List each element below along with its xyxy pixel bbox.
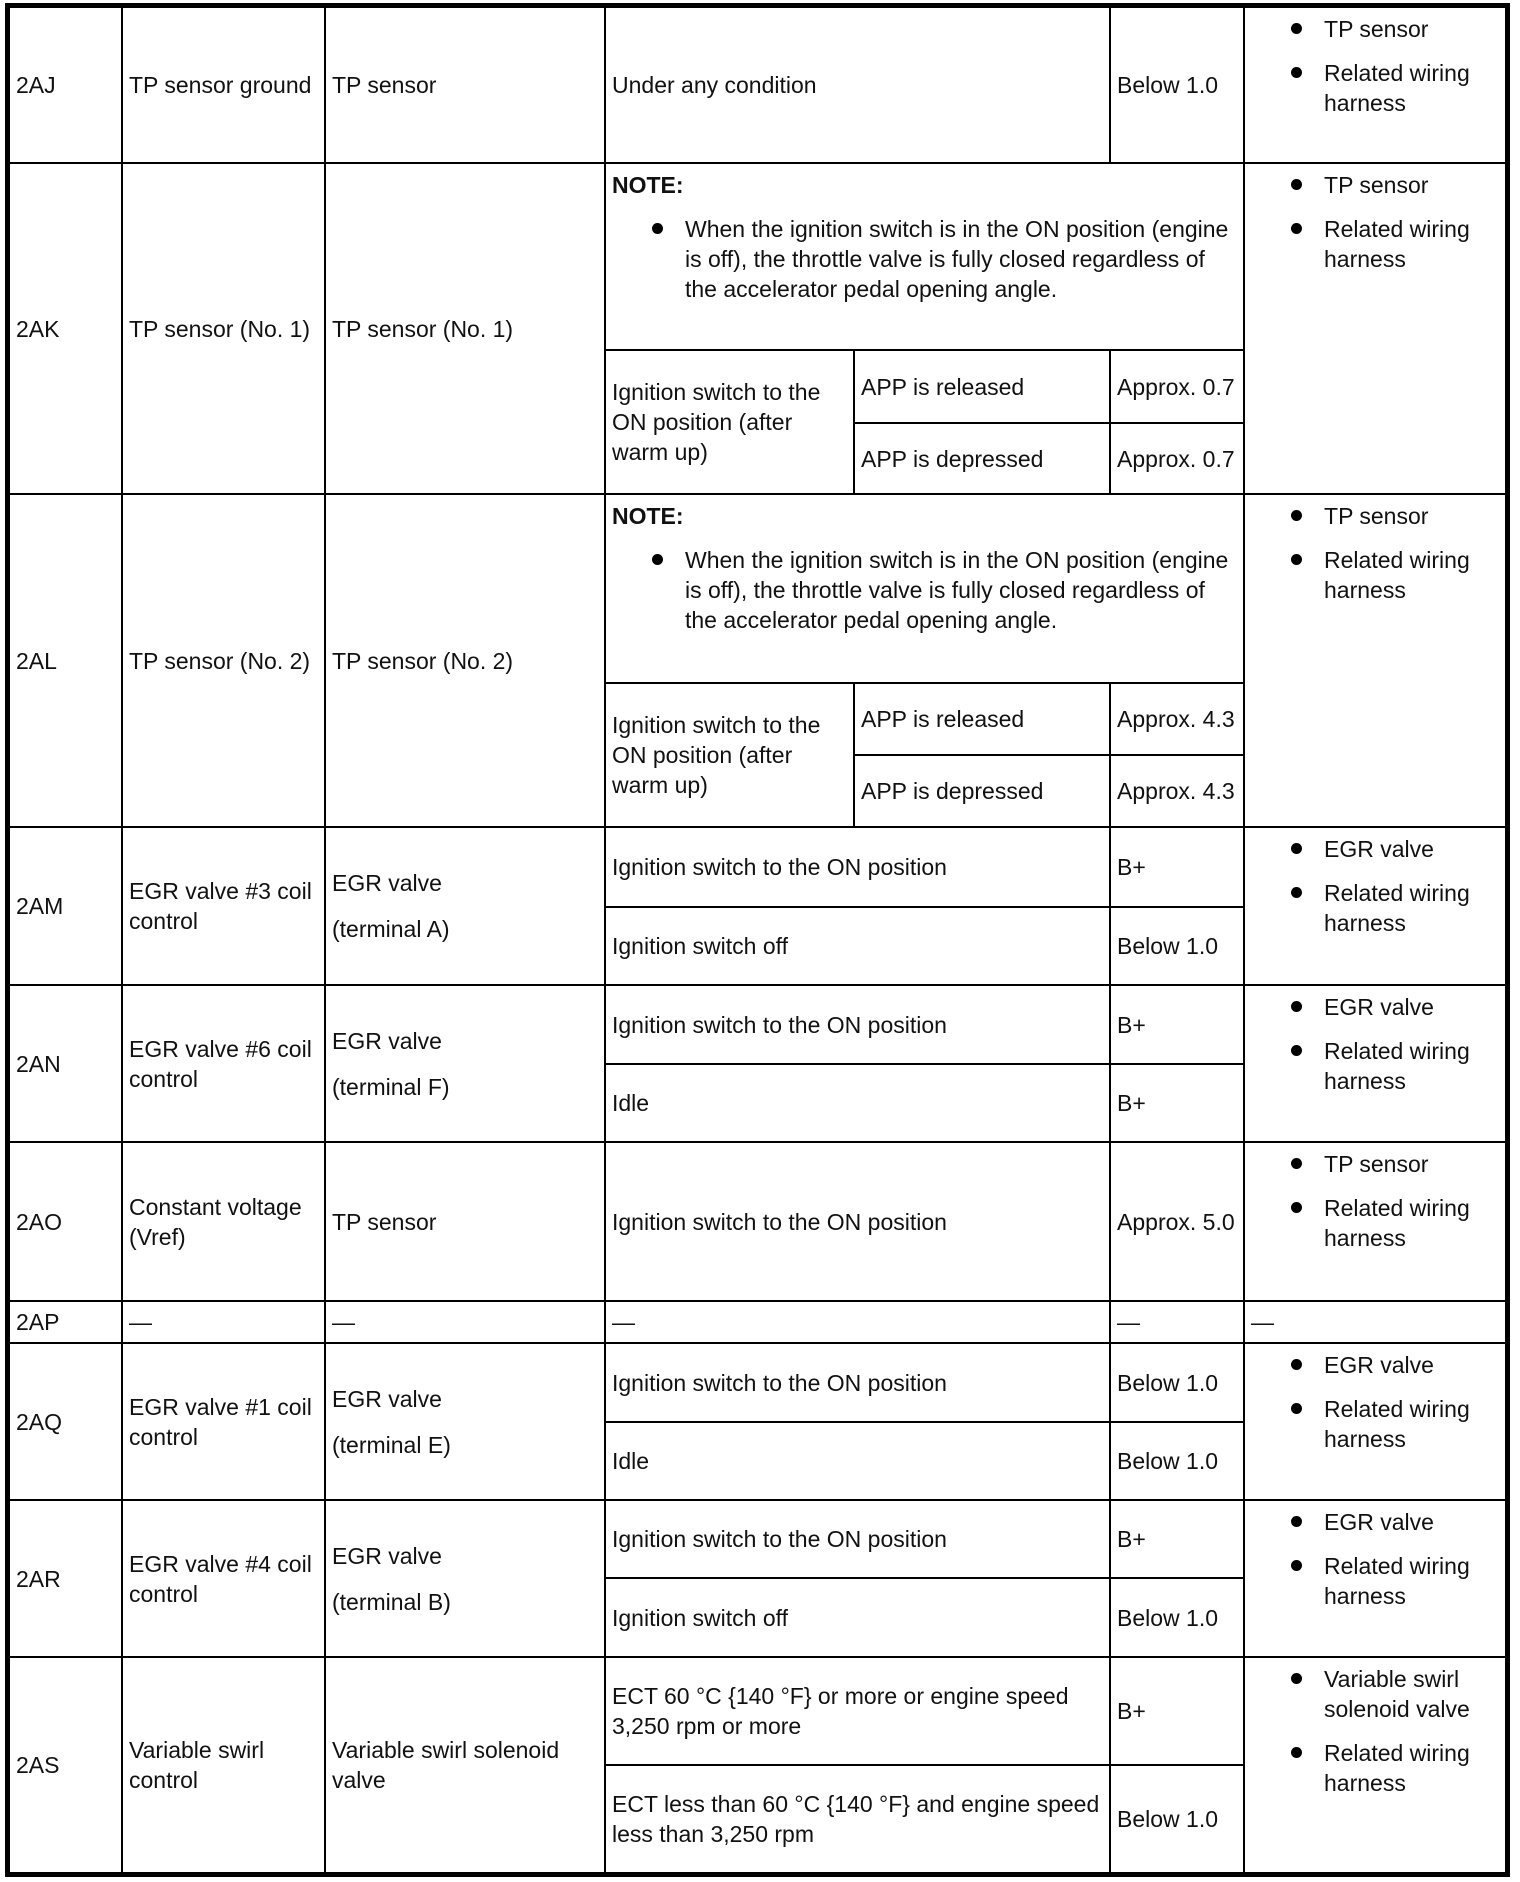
signal-name: TP sensor (No. 2) bbox=[122, 494, 325, 827]
bullet-icon bbox=[1291, 1202, 1302, 1213]
table-row bbox=[9, 827, 1506, 907]
inspection-items bbox=[1244, 1343, 1506, 1500]
inspection-items: — bbox=[1244, 1301, 1506, 1343]
terminal-id: 2AQ bbox=[9, 1343, 122, 1500]
inspection-item bbox=[1291, 1507, 1499, 1537]
connected-to bbox=[325, 1657, 605, 1873]
voltage: B+ bbox=[1110, 827, 1244, 907]
condition: Ignition switch off bbox=[605, 907, 1110, 985]
connected-to-label: TP sensor bbox=[332, 1208, 437, 1235]
voltage: B+ bbox=[1110, 1064, 1244, 1142]
inspection-text: Related wiring harness bbox=[1324, 1396, 1470, 1452]
inspection-item bbox=[1291, 1350, 1499, 1380]
terminal-id: 2AR bbox=[9, 1500, 122, 1657]
condition: Ignition switch to the ON position bbox=[605, 1142, 1110, 1301]
connected-to-label: Variable swirl solenoid valve bbox=[332, 1737, 560, 1793]
terminal-id: 2AJ bbox=[9, 7, 122, 163]
inspection-item bbox=[1291, 58, 1499, 118]
condition: APP is released bbox=[854, 350, 1110, 423]
note-text: When the ignition switch is in the ON position (engine is off), the throttle valve is fully closed regardless of the accelerator pedal opening angle. bbox=[685, 547, 1229, 633]
voltage: Below 1.0 bbox=[1110, 1422, 1244, 1500]
terminal-id: 2AN bbox=[9, 985, 122, 1142]
terminal-id: 2AL bbox=[9, 494, 122, 827]
voltage: Approx. 4.3 bbox=[1110, 755, 1244, 827]
inspection-text: TP sensor bbox=[1324, 503, 1429, 529]
inspection-text: TP sensor bbox=[1324, 16, 1429, 42]
condition: APP is depressed bbox=[854, 755, 1110, 827]
inspection-items bbox=[1244, 827, 1506, 985]
inspection-item bbox=[1291, 1551, 1499, 1611]
connected-to-label: TP sensor bbox=[332, 72, 437, 98]
inspection-text: Related wiring harness bbox=[1324, 1740, 1470, 1796]
voltage: — bbox=[1110, 1301, 1244, 1343]
condition: Ignition switch to the ON position bbox=[605, 827, 1110, 907]
terminal-label: (terminal E) bbox=[332, 1431, 451, 1458]
signal-name: EGR valve #6 coil control bbox=[122, 985, 325, 1142]
bullet-icon bbox=[652, 554, 663, 565]
voltage: B+ bbox=[1110, 1657, 1244, 1765]
voltage: B+ bbox=[1110, 985, 1244, 1064]
inspection-items bbox=[1244, 7, 1506, 163]
condition: — bbox=[605, 1301, 1110, 1343]
condition: Idle bbox=[605, 1422, 1110, 1500]
bullet-icon bbox=[1291, 23, 1302, 34]
bullet-icon bbox=[1291, 1560, 1302, 1571]
voltage: Below 1.0 bbox=[1110, 1578, 1244, 1657]
signal-name: EGR valve #4 coil control bbox=[122, 1500, 325, 1657]
signal-name: Constant voltage (Vref) bbox=[122, 1142, 325, 1301]
inspection-item bbox=[1291, 501, 1499, 531]
table-row bbox=[9, 1142, 1506, 1301]
bullet-icon bbox=[1291, 1045, 1302, 1056]
voltage: Below 1.0 bbox=[1110, 1765, 1244, 1873]
inspection-item bbox=[1291, 992, 1499, 1022]
inspection-item bbox=[1291, 1036, 1499, 1096]
signal-name: TP sensor (No. 1) bbox=[122, 163, 325, 494]
bullet-icon bbox=[1291, 179, 1302, 190]
note-text: When the ignition switch is in the ON position (engine is off), the throttle valve is fully closed regardless of the accelerator pedal opening angle. bbox=[685, 216, 1229, 302]
connected-to bbox=[325, 1343, 605, 1500]
note-title: NOTE: bbox=[612, 172, 684, 198]
inspection-text: EGR valve bbox=[1324, 836, 1434, 862]
note-cell bbox=[605, 163, 1244, 350]
bullet-icon bbox=[1291, 67, 1302, 78]
condition: Under any condition bbox=[605, 7, 1110, 163]
condition: Ignition switch off bbox=[605, 1578, 1110, 1657]
terminal-voltage-table bbox=[8, 6, 1507, 1874]
signal-name: TP sensor ground bbox=[122, 7, 325, 163]
connected-to bbox=[325, 827, 605, 985]
condition: APP is depressed bbox=[854, 423, 1110, 494]
table-row bbox=[9, 1657, 1506, 1765]
bullet-icon bbox=[652, 223, 663, 234]
note-bullet bbox=[652, 545, 1237, 635]
inspection-items bbox=[1244, 1657, 1506, 1873]
inspection-text: EGR valve bbox=[1324, 994, 1434, 1020]
inspection-text: TP sensor bbox=[1324, 172, 1429, 198]
note-cell bbox=[605, 494, 1244, 683]
terminal-label: (terminal B) bbox=[332, 1588, 451, 1615]
condition: Ignition switch to the ON position bbox=[605, 1500, 1110, 1578]
inspection-item bbox=[1291, 834, 1499, 864]
table-row bbox=[9, 7, 1506, 163]
inspection-text: Related wiring harness bbox=[1324, 880, 1470, 936]
terminal-id: 2AS bbox=[9, 1657, 122, 1873]
inspection-item bbox=[1291, 1738, 1499, 1798]
condition: Ignition switch to the ON position bbox=[605, 1343, 1110, 1422]
bullet-icon bbox=[1291, 1403, 1302, 1414]
signal-name: — bbox=[122, 1301, 325, 1343]
terminal-label: (terminal F) bbox=[332, 1073, 450, 1100]
connected-to bbox=[325, 1142, 605, 1301]
condition: ECT 60 °C {140 °F} or more or engine speed 3,250 rpm or more bbox=[605, 1657, 1110, 1765]
inspection-text: Related wiring harness bbox=[1324, 60, 1470, 116]
note-title: NOTE: bbox=[612, 503, 684, 529]
signal-name: EGR valve #1 coil control bbox=[122, 1343, 325, 1500]
table-row bbox=[9, 1500, 1506, 1578]
inspection-item bbox=[1291, 878, 1499, 938]
connected-to bbox=[325, 7, 605, 163]
inspection-text: Related wiring harness bbox=[1324, 1195, 1470, 1251]
connected-to-label: EGR valve bbox=[332, 870, 442, 896]
terminal-label: (terminal A) bbox=[332, 916, 450, 942]
condition: APP is released bbox=[854, 683, 1110, 755]
inspection-item bbox=[1291, 545, 1499, 605]
connected-to bbox=[325, 1500, 605, 1657]
connected-to-label: — bbox=[332, 1309, 355, 1335]
bullet-icon bbox=[1291, 554, 1302, 565]
inspection-items bbox=[1244, 1500, 1506, 1657]
inspection-item bbox=[1291, 170, 1499, 200]
terminal-id: 2AM bbox=[9, 827, 122, 985]
table-row bbox=[9, 1301, 1506, 1343]
voltage: Approx. 0.7 bbox=[1110, 423, 1244, 494]
inspection-item bbox=[1291, 1149, 1499, 1179]
inspection-item bbox=[1291, 214, 1499, 274]
bullet-icon bbox=[1291, 1673, 1302, 1684]
inspection-item bbox=[1291, 1664, 1499, 1724]
inspection-items bbox=[1244, 163, 1506, 494]
terminal-id: 2AO bbox=[9, 1142, 122, 1301]
inspection-text: Related wiring harness bbox=[1324, 1038, 1470, 1094]
voltage: Approx. 4.3 bbox=[1110, 683, 1244, 755]
voltage: Approx. 0.7 bbox=[1110, 350, 1244, 423]
inspection-text: Related wiring harness bbox=[1324, 1553, 1470, 1609]
inspection-item bbox=[1291, 1394, 1499, 1454]
bullet-icon bbox=[1291, 1747, 1302, 1758]
terminal-id: 2AK bbox=[9, 163, 122, 494]
inspection-items bbox=[1244, 494, 1506, 827]
bullet-icon bbox=[1291, 1158, 1302, 1169]
connected-to bbox=[325, 494, 605, 827]
bullet-icon bbox=[1291, 843, 1302, 854]
connected-to-label: TP sensor (No. 2) bbox=[332, 647, 514, 674]
voltage: Below 1.0 bbox=[1110, 907, 1244, 985]
connected-to bbox=[325, 163, 605, 494]
bullet-icon bbox=[1291, 223, 1302, 234]
table-row bbox=[9, 163, 1506, 350]
signal-name: EGR valve #3 coil control bbox=[122, 827, 325, 985]
bullet-icon bbox=[1291, 1516, 1302, 1527]
inspection-item bbox=[1291, 14, 1499, 44]
table-row bbox=[9, 1343, 1506, 1422]
connected-to-label: EGR valve bbox=[332, 1542, 442, 1569]
connected-to bbox=[325, 985, 605, 1142]
inspection-items bbox=[1244, 985, 1506, 1142]
inspection-text: EGR valve bbox=[1324, 1509, 1434, 1535]
bullet-icon bbox=[1291, 887, 1302, 898]
inspection-text: Related wiring harness bbox=[1324, 216, 1470, 272]
voltage: B+ bbox=[1110, 1500, 1244, 1578]
condition: Idle bbox=[605, 1064, 1110, 1142]
inspection-items bbox=[1244, 1142, 1506, 1301]
inspection-item bbox=[1291, 1193, 1499, 1253]
connected-to bbox=[325, 1301, 605, 1343]
bullet-icon bbox=[1291, 1359, 1302, 1370]
terminal-id: 2AP bbox=[9, 1301, 122, 1343]
voltage: Below 1.0 bbox=[1110, 7, 1244, 163]
bullet-icon bbox=[1291, 1001, 1302, 1012]
condition-group: Ignition switch to the ON position (after warm up) bbox=[605, 683, 854, 827]
inspection-text: Variable swirl solenoid valve bbox=[1324, 1666, 1470, 1722]
voltage: Below 1.0 bbox=[1110, 1343, 1244, 1422]
note-bullet bbox=[652, 214, 1237, 304]
connected-to-label: TP sensor (No. 1) bbox=[332, 315, 514, 342]
connected-to-label: EGR valve bbox=[332, 1027, 442, 1054]
voltage: Approx. 5.0 bbox=[1110, 1142, 1244, 1301]
inspection-text: EGR valve bbox=[1324, 1352, 1434, 1378]
table-row bbox=[9, 985, 1506, 1064]
inspection-text: TP sensor bbox=[1324, 1151, 1429, 1177]
condition: ECT less than 60 °C {140 °F} and engine speed less than 3,250 rpm bbox=[605, 1765, 1110, 1873]
condition: Ignition switch to the ON position bbox=[605, 985, 1110, 1064]
signal-name: Variable swirl control bbox=[122, 1657, 325, 1873]
condition-group: Ignition switch to the ON position (after warm up) bbox=[605, 350, 854, 494]
inspection-text: Related wiring harness bbox=[1324, 547, 1470, 603]
table-row bbox=[9, 494, 1506, 683]
connected-to-label: EGR valve bbox=[332, 1385, 442, 1412]
bullet-icon bbox=[1291, 510, 1302, 521]
